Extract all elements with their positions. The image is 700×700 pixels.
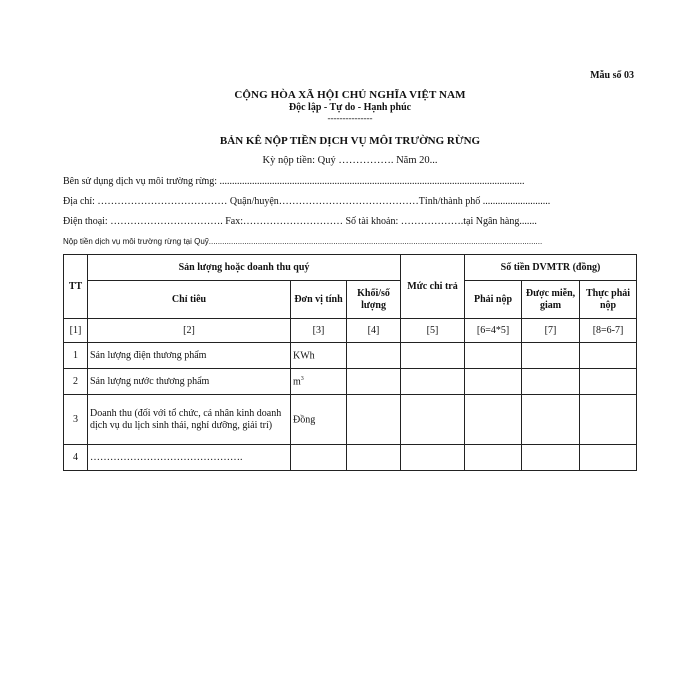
row-quantity [347, 369, 401, 395]
row-actual [580, 343, 637, 369]
table-row [64, 445, 637, 471]
row-actual [580, 369, 637, 395]
header-rate: Mức chi trả [401, 255, 465, 319]
header-reduced: Được miễn, giam [522, 281, 580, 319]
row-quantity [347, 343, 401, 369]
index-cell: [3] [291, 319, 347, 343]
form-number: Mẫu số 03 [590, 70, 634, 81]
row-unit-superscript: 3 [300, 375, 304, 382]
row-indicator: ………………………………………. [88, 445, 291, 471]
row-unit-text: Đồng [293, 414, 316, 426]
row-unit [291, 445, 347, 471]
payee-fund-line: Nộp tiền dịch vụ môi trường rừng tại Quỹ...................................................................................................................................................... [63, 237, 543, 246]
row-reduced [522, 343, 580, 369]
row-unit [291, 395, 347, 445]
header-indicator: Chỉ tiêu [88, 281, 291, 319]
row-unit-text: KWh [293, 350, 315, 362]
row-unit [291, 369, 347, 395]
header-separator: --------------- [327, 113, 373, 123]
row-quantity [347, 445, 401, 471]
header-tt: TT [64, 255, 88, 319]
row-unit-text: m [293, 376, 301, 388]
row-number: 4 [64, 445, 88, 471]
row-actual [580, 445, 637, 471]
header-unit: Đơn vị tính [291, 281, 347, 319]
index-cell: [5] [401, 319, 465, 343]
row-rate [401, 343, 465, 369]
row-payable [465, 395, 522, 445]
row-reduced [522, 395, 580, 445]
header-amount-group: Số tiền DVMTR (đồng) [465, 255, 637, 281]
row-indicator: Sản lượng nước thương phẩm [88, 369, 291, 395]
row-actual [580, 395, 637, 445]
index-cell: [7] [522, 319, 580, 343]
address-line: Địa chỉ: ………………………………… Quận/huyện……………………………………Tỉnh/thành phố ........................... [63, 196, 551, 207]
row-payable [465, 445, 522, 471]
payment-table [63, 254, 637, 471]
row-number: 1 [64, 343, 88, 369]
table-row [64, 343, 637, 369]
index-cell: [2] [88, 319, 291, 343]
payment-period: Kỳ nộp tiền: Quý ……………. Năm 20... [262, 155, 438, 166]
row-reduced [522, 445, 580, 471]
header-actual: Thực phải nộp [580, 281, 637, 319]
contact-line: Điện thoại: ……………………………. Fax:………………………… Số tài khoản: ……………….tại Ngân hàng....... [63, 216, 537, 227]
row-payable [465, 343, 522, 369]
row-indicator: Doanh thu (đối với tổ chức, cá nhân kinh doanh dịch vụ du lịch sinh thái, nghỉ dưỡng, giải trí) [88, 395, 291, 445]
header-output-group: Sản lượng hoặc doanh thu quý [88, 255, 401, 281]
index-cell: [8=6-7] [580, 319, 637, 343]
row-number: 3 [64, 395, 88, 445]
row-rate [401, 445, 465, 471]
row-indicator: Sản lượng điện thương phẩm [88, 343, 291, 369]
row-number: 2 [64, 369, 88, 395]
row-rate [401, 369, 465, 395]
index-row [64, 319, 637, 343]
document-title: BẢN KÊ NỘP TIỀN DỊCH VỤ MÔI TRƯỜNG RỪNG [219, 135, 481, 147]
national-title: CỘNG HÒA XÃ HỘI CHỦ NGHĨA VIỆT NAM [234, 89, 466, 101]
national-motto: Độc lập - Tự do - Hạnh phúc [288, 102, 412, 113]
table-row [64, 395, 637, 445]
index-cell: [1] [64, 319, 88, 343]
row-reduced [522, 369, 580, 395]
header-payable: Phải nộp [465, 281, 522, 319]
index-cell: [4] [347, 319, 401, 343]
table-row [64, 369, 637, 395]
row-payable [465, 369, 522, 395]
row-unit [291, 343, 347, 369]
index-cell: [6=4*5] [465, 319, 522, 343]
row-quantity [347, 395, 401, 445]
header-quantity: Khối/số lượng [347, 281, 401, 319]
row-rate [401, 395, 465, 445]
service-user-line: Bên sử dụng dịch vụ môi trường rừng: .......................................................................................................................... [63, 176, 525, 187]
